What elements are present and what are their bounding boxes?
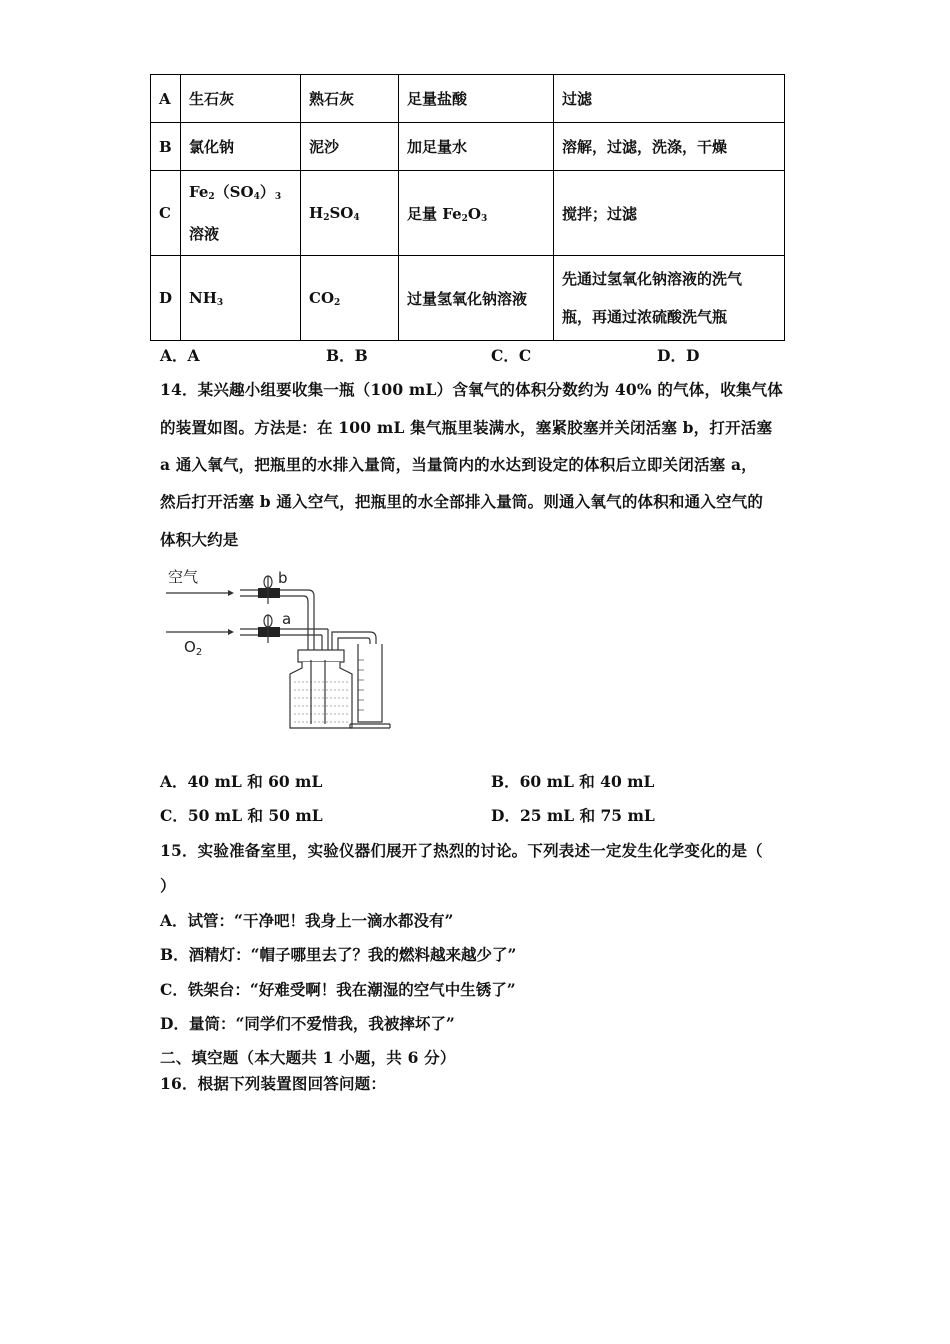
collecting-bottle [290,662,352,728]
valve-b-label: b [278,569,288,587]
row-letter: C [151,171,181,256]
cell: $NH_3$ [181,256,301,341]
cell: $Fe_2(SO_4)_3$ 溶液 [181,171,301,256]
q16-stem-line: 16．根据下列装置图回答问题： [160,1074,387,1093]
cell: 生石灰 [181,75,301,123]
q14-stem-line: 14．某兴趣小组要收集一瓶（100 mL）含氧气的体积分数约为 40% 的气体，收集气体 [160,380,784,399]
q13-option-c[interactable]: C．C [491,346,532,365]
row-letter: D [151,256,181,341]
air-label: 空气 [168,568,199,586]
q13-option-b[interactable]: B．B [326,346,368,365]
q15-option-d[interactable]: D．量筒：“同学们不爱惜我，我被摔坏了” [160,1014,455,1033]
row-letter: B [151,123,181,171]
cell: 加足量水 [399,123,554,171]
cell: 足量盐酸 [399,75,554,123]
valve-b-icon [258,588,280,598]
q13-table [150,74,785,341]
cell: 氯化钠 [181,123,301,171]
table-row [151,123,785,171]
q14-option-a[interactable]: A．40 mL 和 60 mL [160,772,323,791]
q14-stem-line: 然后打开活塞 b 通入空气，把瓶里的水全部排入量筒。则通入氧气的体积和通入空气的 [160,492,764,511]
q14-stem-line: 体积大约是 [160,530,239,549]
table-row [151,256,785,341]
cell: 过量氢氧化钠溶液 [399,256,554,341]
q15-stem-line: 15．实验准备室里，实验仪器们展开了热烈的讨论。下列表述一定发生化学变化的是（ [160,841,763,860]
cell: $CO_2$ [301,256,399,341]
row-letter: A [151,75,181,123]
q15-option-b[interactable]: B．酒精灯：“帽子哪里去了？我的燃料越来越少了” [160,945,517,964]
valve-a-icon [258,627,280,637]
cell: 泥沙 [301,123,399,171]
cell: 溶解，过滤，洗涤，干燥 [554,123,785,171]
q14-option-d[interactable]: D．25 mL 和 75 mL [491,806,655,825]
section-heading: 二、填空题（本大题共 1 小题，共 6 分） [160,1048,456,1067]
q14-stem-line: 的装置如图。方法是：在 100 mL 集气瓶里装满水，塞紧胶塞并关闭活塞 b，打开活塞 [160,418,773,437]
q15-stem-line: ） [160,876,176,895]
q14-option-c[interactable]: C．50 mL 和 50 mL [160,806,323,825]
cell: $H_2SO_4$ [301,171,399,256]
table-row [151,75,785,123]
q15-option-a[interactable]: A．试管：“干净吧！我身上一滴水都没有” [160,911,454,930]
table-row [151,171,785,256]
cell: 过滤 [554,75,785,123]
cell: 熟石灰 [301,75,399,123]
gas-collection-apparatus-figure [160,562,400,737]
cell: 先通过氢氧化钠溶液的洗气 瓶，再通过浓硫酸洗气瓶 [554,256,785,341]
cell: 足量 $Fe_2O_3$ [399,171,554,256]
q14-stem-line: a 通入氧气，把瓶里的水排入量筒，当量筒内的水达到设定的体积后立即关闭活塞 a， [160,455,757,474]
o2-label: $O_2$ [184,638,203,658]
valve-a-label: a [282,610,292,628]
q15-option-c[interactable]: C．铁架台：“好难受啊！我在潮湿的空气中生锈了” [160,980,516,999]
cell: 搅拌；过滤 [554,171,785,256]
q13-option-d[interactable]: D．D [657,346,700,365]
q13-option-a[interactable]: A．A [160,346,200,365]
q14-option-b[interactable]: B．60 mL 和 40 mL [491,772,655,791]
